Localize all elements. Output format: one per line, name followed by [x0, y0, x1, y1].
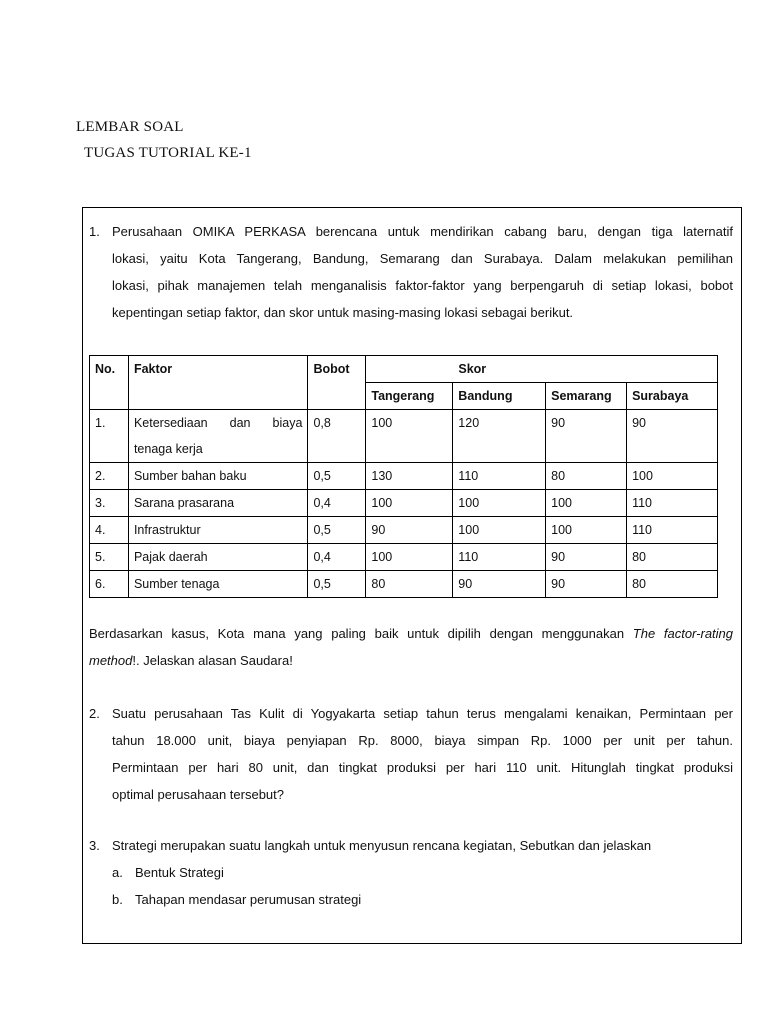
question-2-line: optimal perusahaan tersebut?	[112, 787, 285, 802]
prompt-method-italic-2: method	[89, 653, 133, 668]
cell-bobot: 0,4	[308, 490, 366, 517]
question-1-line: lokasi, yaitu Kota Tangerang, Bandung, Semarang dan Surabaya. Dalam melakukan pemilihan	[112, 251, 733, 266]
question-2-text	[112, 700, 733, 808]
cell-skor: 100	[546, 517, 627, 544]
score-table	[89, 355, 718, 598]
question-3-item-a: Bentuk Strategi	[135, 865, 224, 880]
question-1-prompt-line	[89, 620, 733, 647]
col-header-location: Surabaya	[627, 383, 718, 410]
cell-faktor: Sumber tenaga	[128, 571, 307, 598]
question-1-prompt-line	[89, 647, 733, 674]
question-2-line: Permintaan per hari 80 unit, dan tingkat produksi per hari 110 unit. Hitunglah tingkat produksi	[112, 760, 733, 775]
question-1-number: 1.	[89, 224, 100, 239]
question-3-text: Strategi merupakan suatu langkah untuk menyusun rencana kegiatan, Sebutkan dan jelaskan	[112, 838, 652, 853]
prompt-method-italic: The factor-rating	[632, 626, 734, 641]
cell-skor: 80	[366, 571, 453, 598]
cell-no: 4.	[90, 517, 129, 544]
cell-faktor	[128, 410, 307, 463]
cell-bobot: 0,5	[308, 517, 366, 544]
cell-skor: 110	[453, 463, 546, 490]
cell-skor: 90	[453, 571, 546, 598]
col-header-location: Semarang	[546, 383, 627, 410]
col-header-location: Bandung	[453, 383, 546, 410]
table-header-row	[90, 356, 718, 383]
cell-skor: 90	[546, 571, 627, 598]
table-row	[90, 544, 718, 571]
cell-faktor: Pajak daerah	[128, 544, 307, 571]
cell-skor: 100	[453, 517, 546, 544]
cell-skor: 100	[453, 490, 546, 517]
cell-skor: 90	[546, 544, 627, 571]
table-row	[90, 490, 718, 517]
question-1-line: kepentingan setiap faktor, dan skor untuk masing-masing lokasi sebagai berikut.	[112, 305, 574, 320]
col-header-no: No.	[90, 356, 129, 410]
cell-faktor: Sumber bahan baku	[128, 463, 307, 490]
cell-no: 1.	[90, 410, 129, 463]
cell-faktor-text: Ketersediaan dan biaya tenaga kerja	[133, 416, 303, 456]
question-1-prompt	[89, 620, 733, 674]
cell-no: 3.	[90, 490, 129, 517]
prompt-text: Berdasarkan kasus, Kota mana yang paling baik untuk dipilih dengan menggunakan	[89, 626, 625, 641]
cell-faktor: Sarana prasarana	[128, 490, 307, 517]
prompt-text-2: !. Jelaskan alasan Saudara!	[132, 653, 293, 668]
cell-skor: 80	[627, 544, 718, 571]
cell-faktor: Infrastruktur	[128, 517, 307, 544]
cell-bobot: 0,5	[308, 571, 366, 598]
cell-skor: 100	[366, 490, 453, 517]
col-header-bobot: Bobot	[308, 356, 366, 410]
cell-no: 6.	[90, 571, 129, 598]
table-row	[90, 571, 718, 598]
question-2-line: tahun 18.000 unit, biaya penyiapan Rp. 8000, biaya simpan Rp. 1000 per unit per tahun.	[112, 733, 733, 748]
question-1-text	[112, 218, 733, 326]
question-3-number: 3.	[89, 838, 100, 853]
question-2-number: 2.	[89, 706, 100, 721]
question-1-line: lokasi, pihak manajemen telah menganalisis faktor-faktor yang berpengaruh di setiap lokasi, bobot	[112, 278, 733, 293]
cell-skor: 110	[453, 544, 546, 571]
cell-skor: 80	[627, 571, 718, 598]
question-2-line: Suatu perusahaan Tas Kulit di Yogyakarta setiap tahun terus mengalami kenaikan, Permintaan per	[112, 706, 733, 721]
question-1-line: Perusahaan OMIKA PERKASA berencana untuk mendirikan cabang baru, dengan tiga laternatif	[112, 224, 733, 239]
document-title: LEMBAR SOAL	[76, 119, 184, 135]
col-header-faktor: Faktor	[128, 356, 307, 410]
cell-skor: 130	[366, 463, 453, 490]
table-row	[90, 410, 718, 463]
table-row	[90, 517, 718, 544]
cell-skor: 110	[627, 490, 718, 517]
question-3-item-b: Tahapan mendasar perumusan strategi	[135, 892, 362, 907]
cell-bobot: 0,5	[308, 463, 366, 490]
document-subtitle: TUGAS TUTORIAL KE-1	[84, 145, 252, 161]
cell-skor: 90	[627, 410, 718, 463]
cell-skor: 90	[546, 410, 627, 463]
cell-no: 5.	[90, 544, 129, 571]
cell-skor: 80	[546, 463, 627, 490]
question-3-item-a-label: a.	[112, 865, 123, 880]
cell-skor: 100	[546, 490, 627, 517]
col-header-location: Tangerang	[366, 383, 453, 410]
cell-no: 2.	[90, 463, 129, 490]
cell-skor: 90	[366, 517, 453, 544]
cell-skor: 100	[627, 463, 718, 490]
cell-skor: 120	[453, 410, 546, 463]
col-header-skor: Skor	[366, 356, 718, 383]
cell-skor: 110	[627, 517, 718, 544]
table-row	[90, 463, 718, 490]
cell-skor: 100	[366, 544, 453, 571]
question-3-item-b-label: b.	[112, 892, 123, 907]
cell-skor: 100	[366, 410, 453, 463]
cell-bobot: 0,4	[308, 544, 366, 571]
cell-bobot: 0,8	[308, 410, 366, 463]
